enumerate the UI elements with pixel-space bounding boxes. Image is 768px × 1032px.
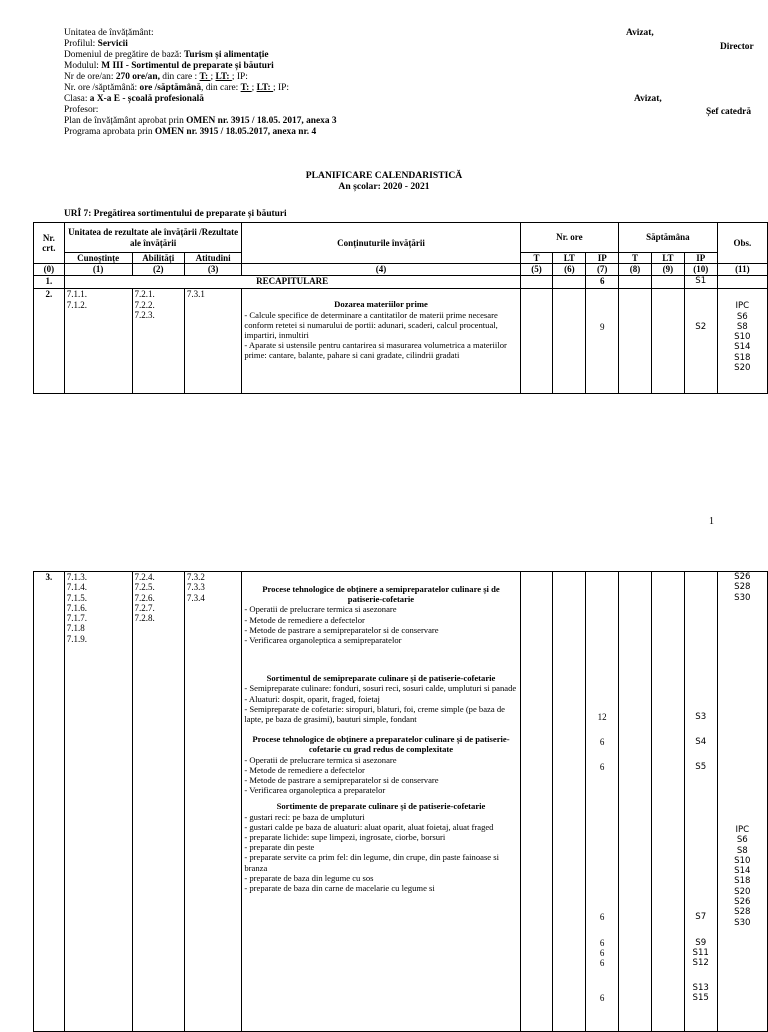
avizat-director-label: Avizat, [626, 28, 654, 38]
header-sapt-t: T [619, 253, 652, 264]
col-num: (3) [184, 264, 242, 276]
row-content [242, 289, 520, 394]
row-ip-sapt: S1 [684, 276, 717, 289]
header-line-plan: Plan de învățământ aprobat prin OMEN nr. 3915 / 18.05. 2017, anexa 3 [64, 116, 337, 126]
code: 7.2.3. [134, 309, 155, 320]
row-cunostinte [64, 289, 132, 394]
code: 7.2.2. [134, 299, 155, 310]
row-cunostinte: 7.1.3. 7.1.4. 7.1.5. 7.1.6. 7.1.7. 7.1.8 7.1.9. [64, 572, 132, 1032]
col-num: (2) [132, 264, 184, 276]
row-ip-sapt: S2 [684, 289, 717, 394]
col-num: (9) [651, 264, 684, 276]
avizat-sef-label: Avizat, [634, 94, 662, 104]
row-ip-ore: 12 6 6 6 6 6 6 6 [586, 572, 619, 1032]
row-obs: S26 S28 S30 IPC S6 S8 S10 S14 S18 S20 S26 S28 S30 [717, 572, 767, 1032]
sef-catedra-label: Șef catedră [706, 107, 752, 117]
content-title: Procese tehnologice de obținere a semipreparatelor culinare și de patiserie-cofetarie [262, 584, 500, 605]
row-nr: 1. [34, 276, 65, 289]
header-continuturi: Conținuturile învățării [242, 223, 520, 264]
header-line-modul: Modulul: M III - Sortimentul de preparate și băuturi [64, 61, 274, 71]
table-row [34, 289, 768, 394]
header-ore-t: T [520, 253, 553, 264]
code: 7.1.1. [66, 289, 88, 300]
header-line-profil: Profilul: Servicii [64, 39, 128, 49]
row-nr: 2. [34, 289, 65, 394]
col-num: (0) [34, 264, 65, 276]
row-ip-sapt: S3 S4 S5 S7 S9 S11 S12 S13 S15 [684, 572, 717, 1032]
row-nr: 3. [34, 572, 65, 1032]
col-num: (6) [553, 264, 586, 276]
row-content: Procese tehnologice de obținere a semipreparatelor culinare și de patiserie-cofetarie - Operatii de prelucrare termica si asezonare - Metode de remediere a defectelor - Metode de pastrare a semipreparatelor si de conservare - Verificarea organoleptica a semipreparatelor Sortimentul de semipreparate culinare și de patiserie-cofetarie - Semipreparate culinare: fonduri, sosuri reci, sosuri calde, umpluturi si panade - Aluaturi: dospit, oparit, fraged, foietaj - Semipreparate de cofetarie: siropuri, blaturi, foi, creme simple (pe baza de lapte, pe baza de grasimi), bauturi simple, fondant Procese tehnologice de obținere a preparatelor culinare și de patiserie-cofetarie cu grad redus de complexitate - Operatii de prelucrare termica si asezonare - Metode de remediere a defectelor - Metode de pastrare a semipreparatelor si de conservare - Verificarea organoleptica a preparatelor Sortimente de preparate culinare și de patiserie-cofetarie - gustari reci: pe baza de umpluturi - gustari calde pe baza de aluaturi: aluat oparit, aluat foietaj, aluat fraged - preparate lichide: supe limpezi, ingrosate, ciorbe, borsuri - preparate din peste - preparate servite ca prim fel: din legume, din crupe, din paste fainoase si branza - preparate de baza din legume cu sos - preparate de baza din carne de macelarie cu legume si [242, 572, 520, 1032]
content-title: Dozarea materiilor prime [334, 299, 428, 310]
header-cunostinte: Cunoștințe [64, 253, 132, 264]
col-num: (8) [619, 264, 652, 276]
header-line-programa: Programa aprobata prin OMEN nr. 3915 / 18.05.2017, anexa nr. 4 [64, 127, 317, 137]
content-title: Procese tehnologice de obținere a preparatelor culinare și de patiserie-cofetarie cu grad redus de complexitate [252, 734, 510, 755]
header-ore-lt: LT [553, 253, 586, 264]
header-sapt-lt: LT [651, 253, 684, 264]
row-obs: IPC S6 S8 S10 S14 S18 S20 [717, 289, 767, 394]
row-abilitati: 7.2.4. 7.2.5. 7.2.6. 7.2.7. 7.2.8. [132, 572, 184, 1032]
header-obs: Obs. [717, 223, 767, 264]
row-ip-ore: 9 [586, 289, 619, 394]
page-title: PLANIFICARE CALENDARISTICĂ [305, 170, 463, 181]
content-item: - Calcule specifice de determinare a cantitatilor de materii prime necesare conform retetei si numarului de portii: adunari, scaderi, calcul procentual, impartiri, inmultiri [244, 309, 498, 340]
row-abilitati [132, 289, 184, 394]
col-num: (11) [717, 264, 767, 276]
uri-heading: URÎ 7: Pregătirea sortimentului de preparate și băuturi [64, 209, 287, 219]
content-item: - Aparate si ustensile pentru cantarirea si masurarea volumetrica a materiilor prime: cantare, balante, pahare si cani gradate, cilindrii gradati [244, 340, 507, 361]
content-title: Sortimentul de semipreparate culinare și de patiserie-cofetarie [266, 673, 496, 684]
header-ore-ip: IP [586, 253, 619, 264]
col-num: (10) [684, 264, 717, 276]
header-line-ore-saptamana: Nr. ore /săptămână: ore /săptămână, din care: T: ; LT: ; IP: [64, 83, 289, 93]
header-atitudini: Atitudini [184, 253, 242, 264]
code: 7.1.2. [66, 299, 88, 310]
row-content: RECAPITULARE [64, 276, 520, 289]
col-num: (5) [520, 264, 553, 276]
header-line-clasa: Clasa: a X-a E - școală profesională [64, 94, 204, 104]
row-atitudini [184, 289, 242, 394]
col-num: (4) [242, 264, 520, 276]
row-ip-ore: 6 [586, 276, 619, 289]
header-saptamana: Săptămâna [619, 223, 718, 253]
header-line-unitatea: Unitatea de învățământ: [64, 28, 154, 38]
content-title: Sortimente de preparate culinare și de patiserie-cofetarie [276, 801, 486, 812]
column-numbers-row [34, 264, 768, 276]
header-line-domeniu: Domeniul de pregătire de bază: Turism și alimentație [64, 50, 269, 60]
planning-table-page2 [33, 571, 768, 1032]
header-unitatea: Unitatea de rezultate ale învățării /Rezultate ale învățării [64, 223, 242, 253]
planning-table-page1 [33, 222, 768, 394]
school-year: An școlar: 2020 - 2021 [338, 181, 430, 192]
table-row [34, 276, 768, 289]
code: 7.3.1 [186, 289, 205, 300]
header-nr-crt: Nr. crt. [34, 223, 65, 264]
col-num: (1) [64, 264, 132, 276]
header-line-profesor: Profesor: [64, 105, 99, 115]
header-sapt-ip: IP [684, 253, 717, 264]
header-nr-ore: Nr. ore [520, 223, 619, 253]
col-num: (7) [586, 264, 619, 276]
director-label: Director [720, 42, 754, 52]
header-abilitati: Abilități [132, 253, 184, 264]
header-line-ore-an: Nr de ore/an: 270 ore/an, din care : T: ; LT: ; IP: [64, 72, 248, 82]
table-row [34, 572, 768, 1032]
page-number: 1 [709, 516, 714, 527]
code: 7.2.1. [134, 289, 155, 300]
row-atitudini: 7.3.2 7.3.3 7.3.4 [184, 572, 241, 1032]
